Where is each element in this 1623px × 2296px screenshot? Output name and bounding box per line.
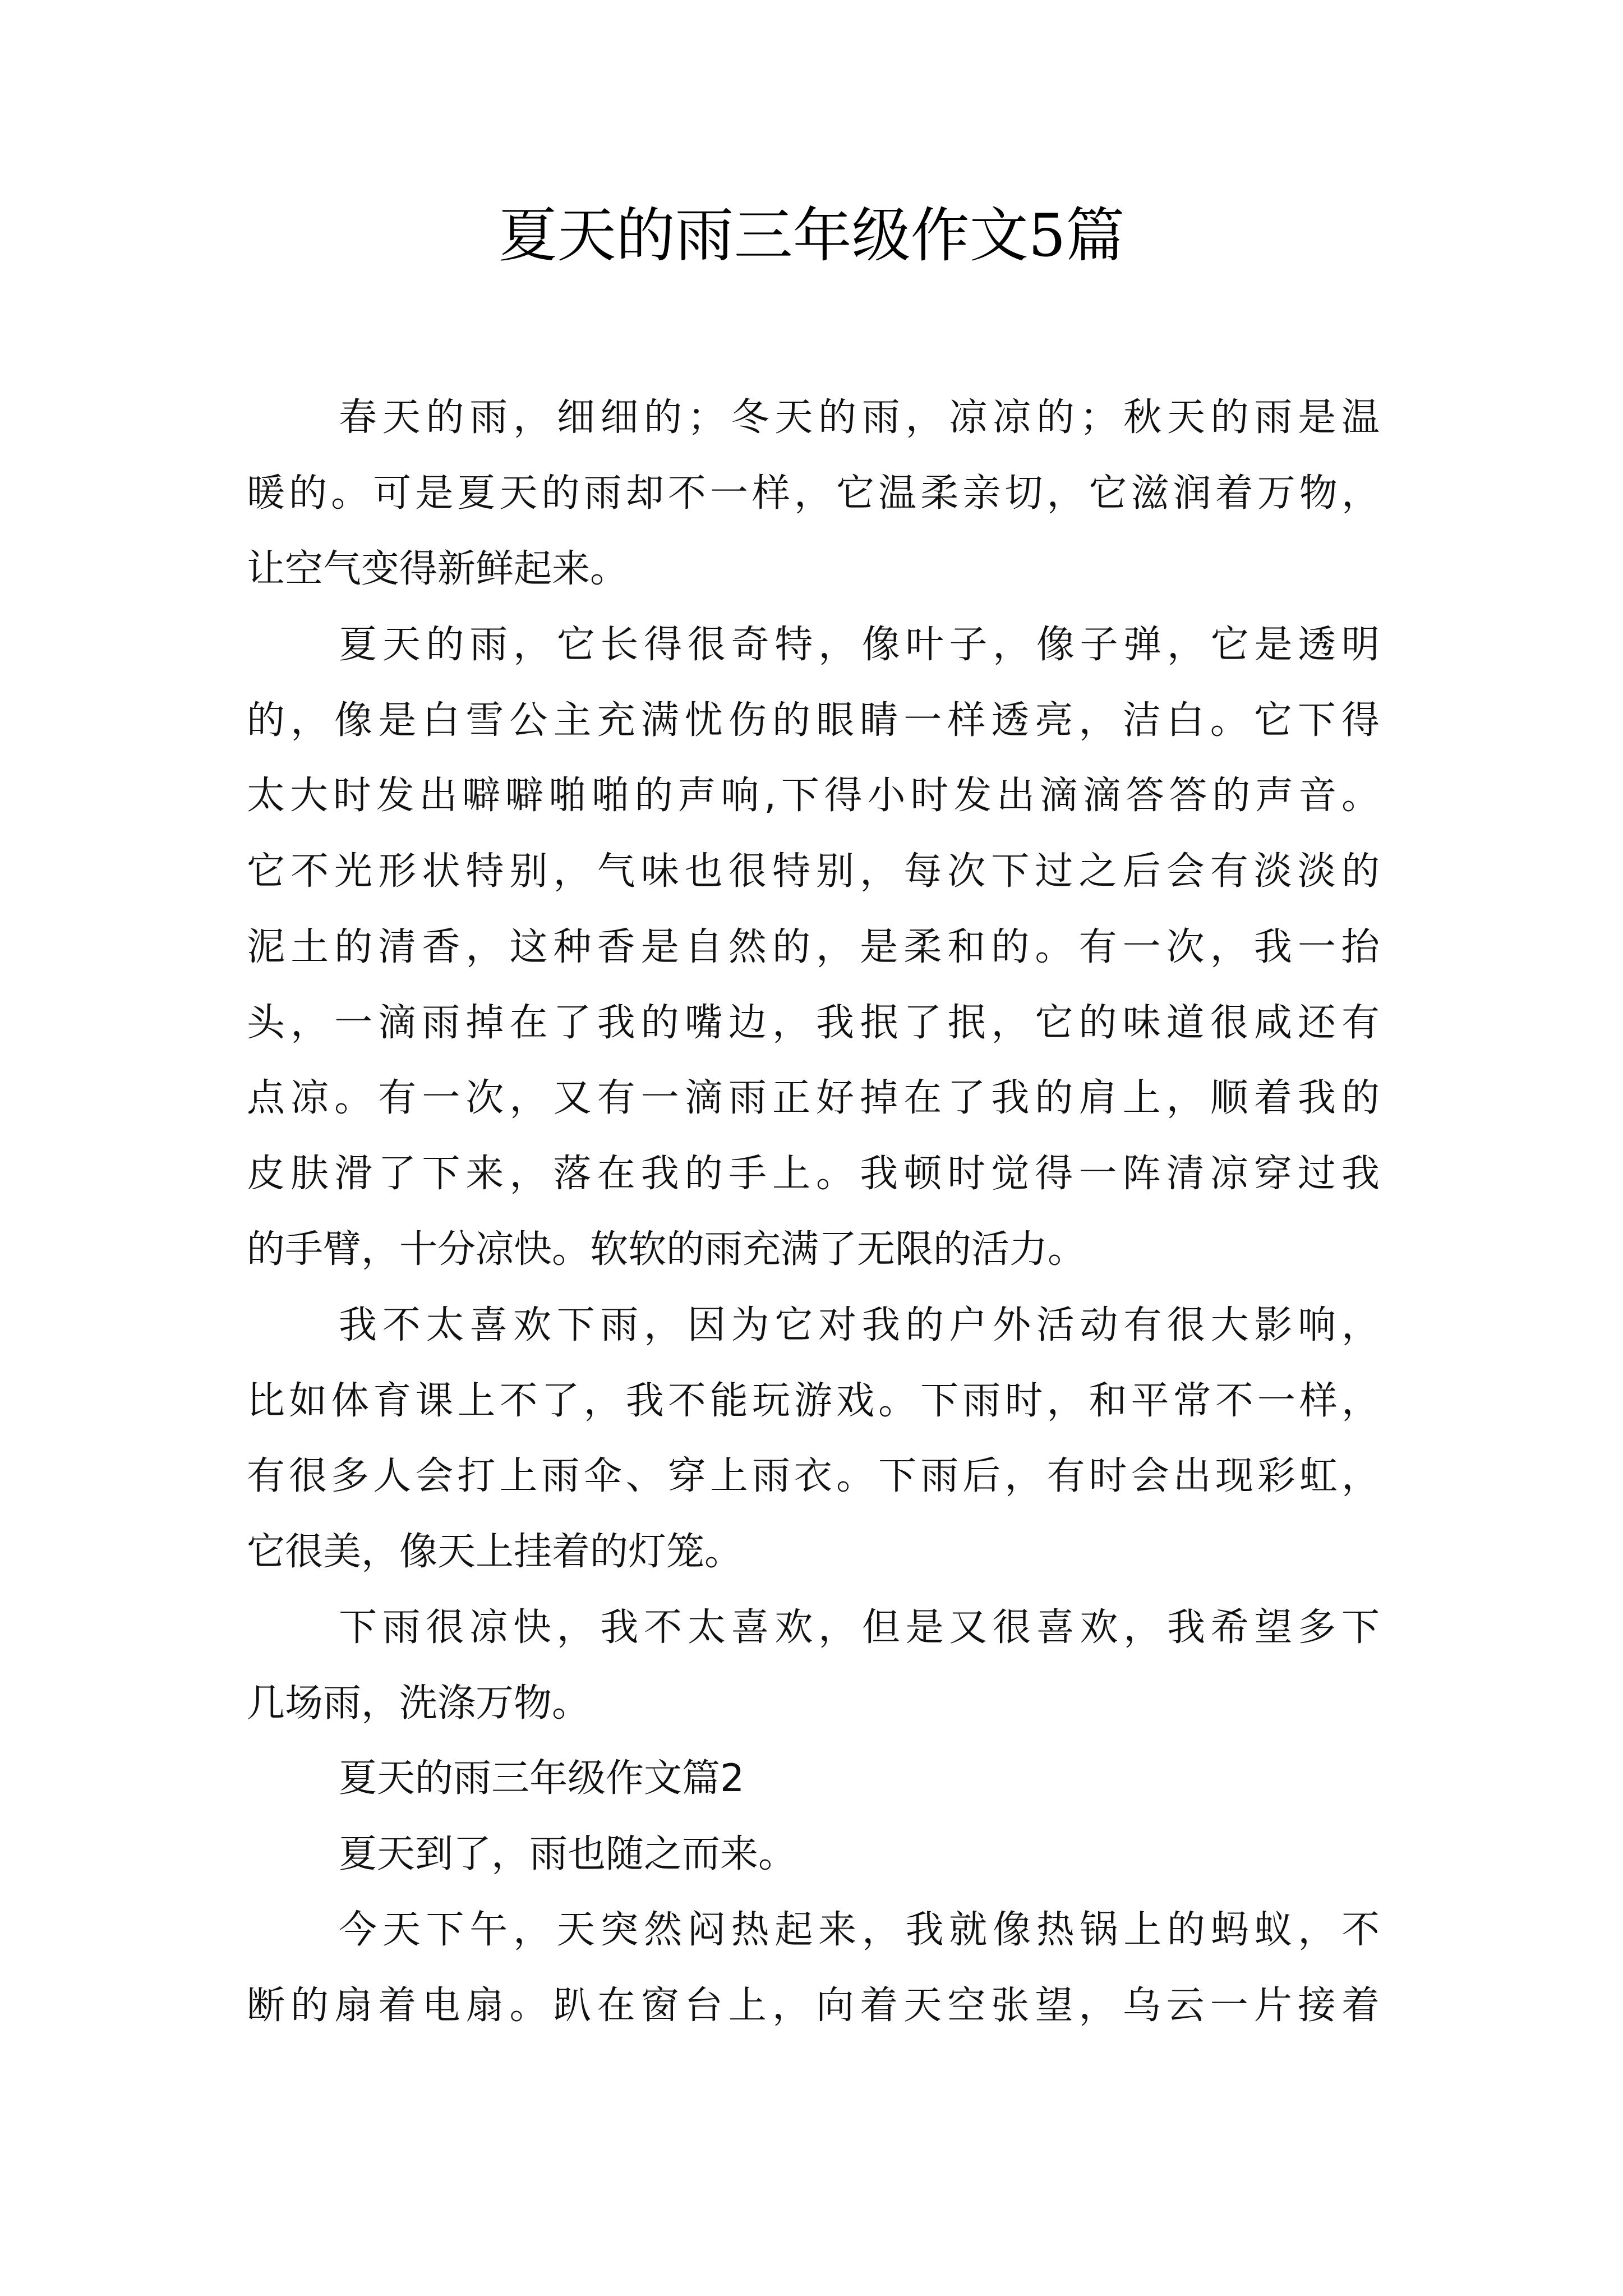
text-line: 它不光形状特别，气味也很特别，每次下过之后会有淡淡的 [247,849,1380,894]
text-line: 头，一滴雨掉在了我的嘴边，我抿了抿，它的味道很咸还有 [247,1001,1380,1045]
text-line: 皮肤滑了下来，落在我的手上。我顿时觉得一阵清凉穿过我 [247,1152,1380,1196]
text-line: 它很美，像天上挂着的灯笼。 [247,1530,743,1574]
text-line: 的手臂，十分凉快。软软的雨充满了无限的活力。 [247,1227,1086,1272]
text-line: 暖的。可是夏天的雨却不一样，它温柔亲切，它滋润着万物， [247,471,1380,516]
text-line: 让空气变得新鲜起来。 [247,547,629,591]
text-line: 比如体育课上不了，我不能玩游戏。下雨时，和平常不一样， [247,1379,1380,1423]
text-line: 夏天的雨，它长得很奇特，像叶子，像子弹，它是透明 [339,623,1380,667]
text-line: 断的扇着电扇。趴在窗台上，向着天空张望，乌云一片接着 [247,1984,1380,2028]
text-line: 今天下午，天突然闷热起来，我就像热锅上的蚂蚁，不 [339,1908,1380,1952]
text-line: 几场雨，洗涤万物。 [247,1681,591,1726]
text-line: 我不太喜欢下雨，因为它对我的户外活动有很大影响， [339,1303,1380,1347]
text-line: 点凉。有一次，又有一滴雨正好掉在了我的肩上，顺着我的 [247,1076,1380,1120]
page-title: 夏天的雨三年级作文5篇 [498,201,1125,270]
text-line: 的，像是白雪公主充满忧伤的眼睛一样透亮，洁白。它下得 [247,698,1380,743]
text-line: 春天的雨，细细的；冬天的雨，凉凉的；秋天的雨是温 [339,395,1380,440]
text-line: 泥土的清香，这种香是自然的，是柔和的。有一次，我一抬 [247,925,1380,969]
text-line: 有很多人会打上雨伞、穿上雨衣。下雨后，有时会出现彩虹， [247,1454,1380,1498]
text-line: 太大时发出噼噼啪啪的声响,下得小时发出滴滴答答的声音。 [247,774,1380,818]
text-line: 下雨很凉快，我不太喜欢，但是又很喜欢，我希望多下 [339,1605,1380,1650]
section-heading: 夏天的雨三年级作文篇2 [339,1756,745,1801]
text-line: 夏天到了，雨也随之而来。 [339,1832,797,1876]
